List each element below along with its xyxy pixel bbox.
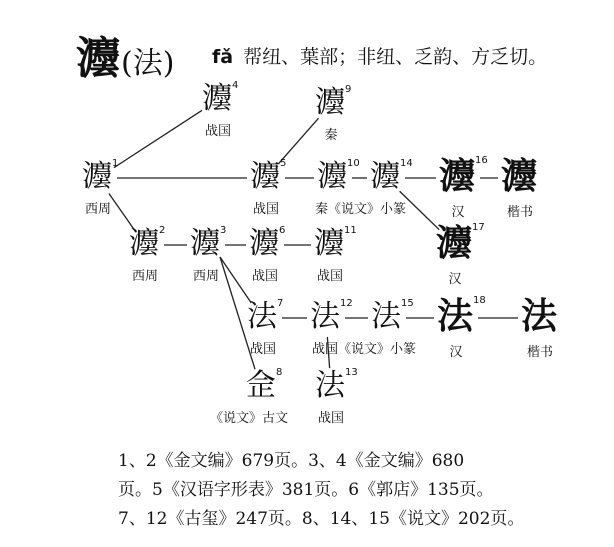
glyph-number-n3: 3 (220, 225, 227, 236)
glyph-n5: 灋 (250, 159, 280, 194)
title-character: 灋 (76, 33, 121, 84)
era-label-n5: 战国 (252, 202, 279, 217)
glyph-n1: 灋 (82, 159, 112, 194)
glyph-n18: 法 (437, 295, 474, 337)
glyph-n15: 法 (371, 299, 401, 334)
era-label-n19: 楷书 (506, 205, 533, 220)
era-label-n8: 《说文》古文 (210, 411, 289, 426)
glyph-number-n9: 9 (345, 84, 352, 95)
title-block (76, 22, 174, 82)
glyph-number-n12: 12 (340, 298, 353, 309)
glyph-number-n2: 2 (159, 225, 166, 236)
phonology-line (212, 42, 547, 69)
era-label-n11: 战国 (316, 269, 343, 284)
era-label-n10: 秦《说文》小篆 (315, 202, 407, 217)
glyph-n7: 法 (247, 299, 277, 334)
glyph-number-n4: 4 (232, 80, 239, 91)
glyph-number-n7: 7 (277, 298, 284, 309)
era-label-n6: 战国 (251, 269, 278, 284)
glyph-number-n8: 8 (276, 367, 283, 378)
glyph-number-n16: 16 (475, 155, 488, 166)
phonology-text: 帮纽、葉部；非纽、乏韵、方乏切。 (243, 46, 548, 68)
era-label-n1: 西周 (84, 202, 111, 217)
glyph-number-n18: 18 (473, 295, 486, 306)
note-line-1: 1、2《金文编》679页。3、4《金文编》680 (118, 451, 465, 471)
era-label-n4: 战国 (204, 124, 231, 139)
glyph-n4: 灋 (202, 81, 232, 116)
edge-n5-n9 (279, 118, 319, 163)
glyph-n10: 灋 (317, 159, 347, 194)
glyph-number-n14: 14 (400, 158, 413, 169)
note-line-2: 页。5《汉语字形表》381页。6《郭店》135页。 (118, 480, 494, 500)
era-label-n13: 战国 (317, 411, 344, 426)
era-label-n20: 楷书 (526, 345, 553, 360)
source-notes (118, 447, 598, 534)
era-label-n12: 战国《说文》小篆 (312, 342, 417, 357)
glyph-n8: 佱 (246, 368, 276, 403)
glyph-n19: 灋 (501, 155, 538, 197)
glyph-n11: 灋 (314, 226, 344, 261)
era-label-n2: 西周 (131, 269, 158, 284)
era-label-n18: 汉 (449, 345, 463, 360)
glyph-number-n17: 17 (472, 222, 485, 233)
era-label-n9: 秦 (324, 128, 338, 143)
glyph-n12: 法 (310, 299, 340, 334)
title-variant: (法) (121, 46, 175, 81)
glyph-n6: 灋 (249, 226, 279, 261)
glyph-number-n15: 15 (401, 298, 414, 309)
era-label-n3: 西周 (192, 269, 219, 284)
glyph-number-n13: 13 (345, 367, 358, 378)
glyph-number-n1: 1 (112, 158, 119, 169)
glyph-n3: 灋 (190, 226, 220, 261)
edge-n1-n4 (114, 110, 202, 167)
edge-n1-n2 (109, 194, 134, 230)
glyph-n14: 灋 (370, 159, 400, 194)
glyph-number-n10: 10 (347, 158, 360, 169)
glyph-n17: 灋 (436, 222, 473, 264)
pinyin: fǎ (212, 46, 234, 68)
glyph-n20: 法 (521, 295, 558, 337)
glyph-n9: 灋 (315, 85, 345, 120)
era-label-n17: 汉 (448, 272, 462, 287)
glyph-n13: 法 (315, 368, 345, 403)
era-label-n16: 汉 (451, 205, 465, 220)
glyph-n2: 灋 (129, 226, 159, 261)
glyph-number-n11: 11 (344, 225, 357, 236)
edge-n3-n7 (220, 257, 251, 303)
glyph-number-n5: 5 (280, 158, 287, 169)
note-line-3: 7、12《古玺》247页。8、14、15《说文》202页。 (118, 509, 525, 529)
glyph-n16: 灋 (439, 155, 476, 197)
era-label-n7: 战国 (249, 342, 276, 357)
glyph-number-n6: 6 (279, 225, 286, 236)
